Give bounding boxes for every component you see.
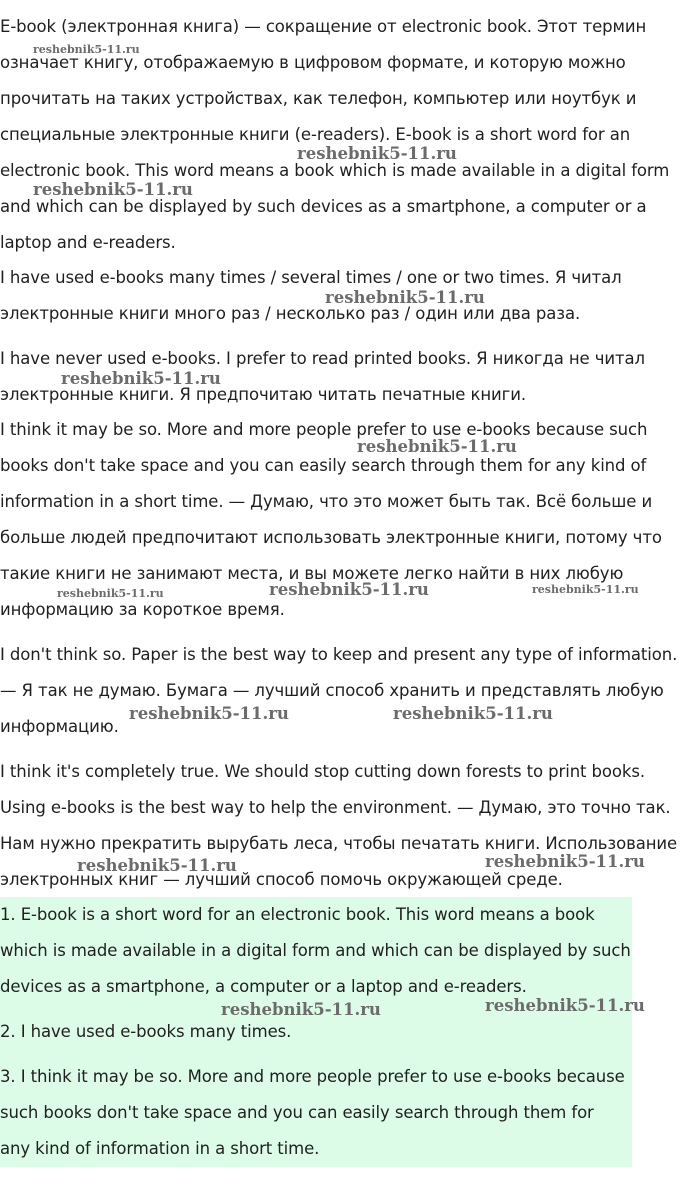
watermark: reshebnik5-11.ru (485, 996, 645, 1015)
answers-box (0, 897, 632, 1167)
text-line: 3. I think it may be so. More and more people prefer to use e-books because (0, 1067, 625, 1086)
text-line: electronic book. This word means a book which is made available in a digital form (0, 161, 670, 180)
text-line: I think it may be so. More and more people prefer to use e-books because such (0, 420, 648, 439)
watermark: reshebnik5-11.ru (297, 144, 457, 163)
text-line: 2. I have used e-books many times. (0, 1022, 292, 1041)
text-line: информацию. (0, 717, 119, 736)
watermark: reshebnik5-11.ru (77, 856, 237, 875)
paragraph-dont-think (0, 637, 680, 745)
text-line: прочитать на таких устройствах, как телефон, компьютер или ноутбук и (0, 89, 637, 108)
watermark: reshebnik5-11.ru (485, 852, 645, 871)
watermark: reshebnik5-11.ru (221, 1000, 381, 1019)
watermark: reshebnik5-11.ru (393, 704, 553, 723)
text-line: information in a short time. — Думаю, что это может быть так. Всё больше и (0, 492, 653, 511)
text-line: such books don't take space and you can easily search through them for (0, 1103, 594, 1122)
text-line: означает книгу, отображаемую в цифровом формате, и которую можно (0, 53, 626, 72)
text-line: E-book (электронная книга) — сокращение от electronic book. Этот термин (0, 17, 647, 36)
text-line: Using e-books is the best way to help the environment. — Думаю, это точно так. (0, 798, 671, 817)
text-line: books don't take space and you can easily search through them for any kind of (0, 456, 647, 475)
watermark: reshebnik5-11.ru (269, 580, 429, 599)
text-line: электронных книг — лучший способ помочь окружающей среде. (0, 870, 563, 889)
text-line: Нам нужно прекратить вырубать леса, чтобы печатать книги. Использование (0, 834, 678, 853)
text-line: — Я так не думаю. Бумага — лучший способ хранить и представлять любую (0, 681, 664, 700)
text-line: I don't think so. Paper is the best way to keep and present any type of information. (0, 645, 678, 664)
text-line: 1. E-book is a short word for an electronic book. This word means a book (0, 905, 595, 924)
text-line: I think it's completely true. We should stop cutting down forests to print books. (0, 762, 646, 781)
text-line: and which can be displayed by such devices as a smartphone, a computer or a (0, 197, 647, 216)
text-line: which is made available in a digital form and which can be displayed by such (0, 941, 631, 960)
watermark: reshebnik5-11.ru (61, 369, 221, 388)
text-line: специальные электронные книги (e-readers). E-book is a short word for an (0, 125, 631, 144)
watermark: reshebnik5-11.ru (33, 180, 193, 199)
text-line: электронные книги. Я предпочитаю читать печатные книги. (0, 385, 527, 404)
text-line: I have used e-books many times / several times / one or two times. Я читал (0, 268, 622, 287)
watermark: reshebnik5-11.ru (129, 704, 289, 723)
answer-2 (0, 1014, 632, 1050)
text-line: больше людей предпочитают использовать электронные книги, потому что (0, 528, 662, 547)
watermark: reshebnik5-11.ru (532, 583, 639, 596)
answer-1 (0, 897, 632, 1005)
answer-3 (0, 1059, 632, 1167)
text-line: laptop and e-readers. (0, 233, 176, 252)
text-line: такие книги не занимают места, и вы можете легко найти в них любую (0, 564, 624, 583)
paragraph-definition (0, 9, 680, 261)
text-line: devices as a smartphone, a computer or a laptop and e-readers. (0, 977, 527, 996)
paragraph-may-be-so (0, 412, 680, 628)
text-line: электронные книги много раз / несколько раз / один или два раза. (0, 304, 581, 323)
text-line: I have never used e-books. I prefer to read printed books. Я никогда не читал (0, 349, 645, 368)
text-line: информацию за короткое время. (0, 600, 285, 619)
text-line: any kind of information in a short time. (0, 1139, 320, 1158)
paragraph-completely-true (0, 754, 680, 898)
watermark: reshebnik5-11.ru (325, 288, 485, 307)
watermark: reshebnik5-11.ru (33, 43, 140, 56)
paragraph-used-many (0, 260, 680, 332)
watermark: reshebnik5-11.ru (357, 437, 517, 456)
paragraph-never-used (0, 341, 680, 413)
watermark: reshebnik5-11.ru (57, 587, 164, 600)
